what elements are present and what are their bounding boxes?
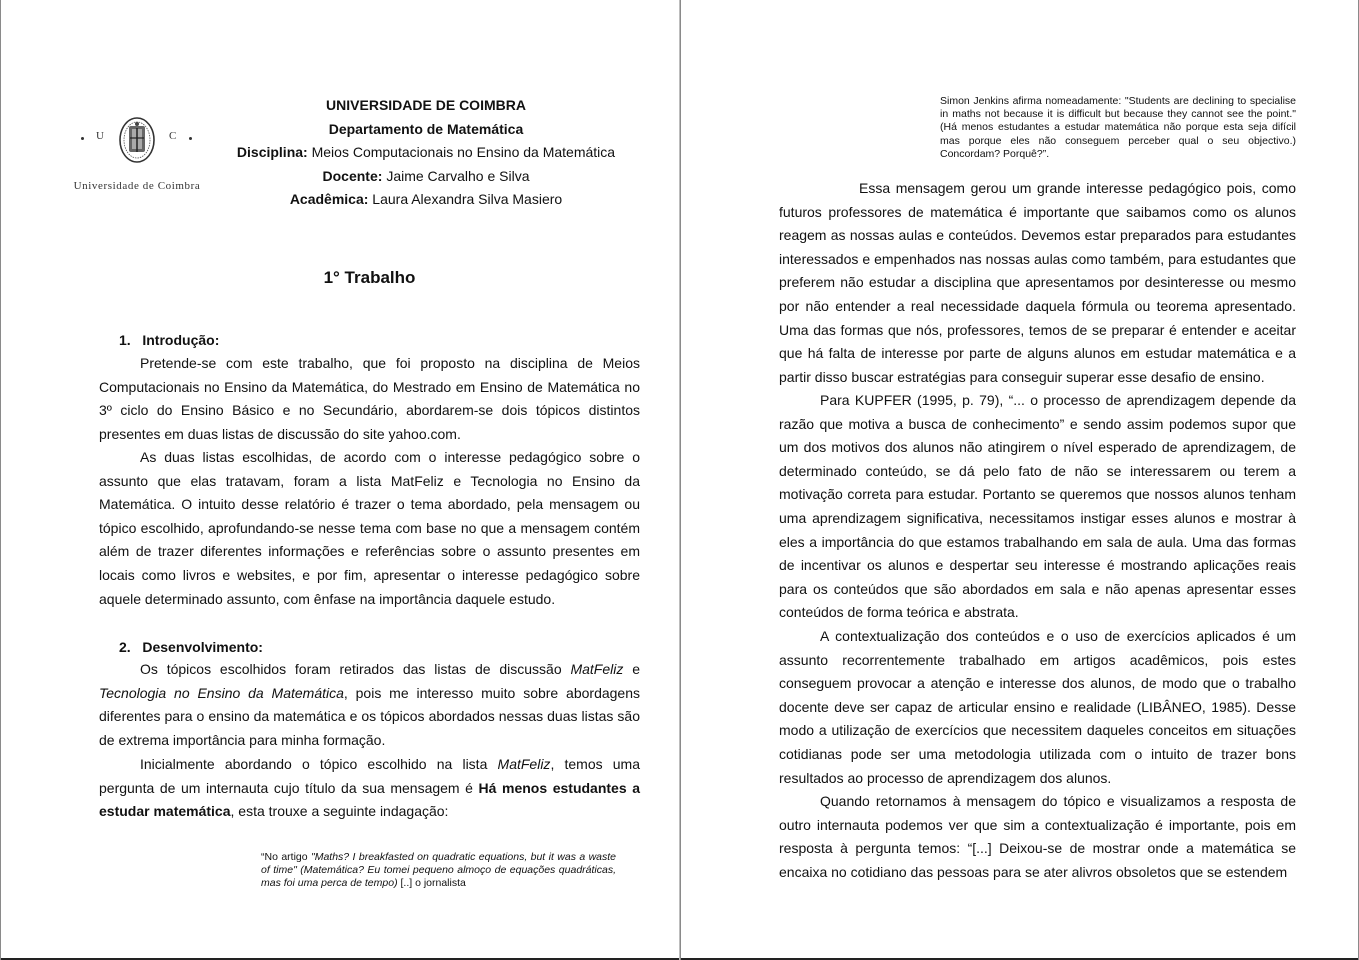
document-page-left — [0, 0, 679, 960]
text-run: “No artigo — [261, 851, 311, 863]
block-quote: Simon Jenkins afirma nomeadamente: "Students are declining to specialise in maths not because it is difficult but because they cannot see the point." (Há menos estudantes a estudar matemática não porque esta seja difícil mas porque eles não conseguem perceber qual o seu objectivo.) Concordam? Porquê?”. — [940, 95, 1296, 160]
article-title-italic: "Maths? I breakfasted on quadratic equations, but it was a waste of time" (Matemática? Eu tomei pequeno almoço de equações quadráticas, mas foi uma perca de tempo) — [261, 851, 616, 890]
paragraph: Para KUPFER (1995, p. 79), “... o processo de aprendizagem depende da razão que motiva a busca de conhecimento” e sendo assim podemos supor que um dos motivos dos alunos não atingirem o nível esperado de aprendizagem, de determinado conteúdo, se dá pelo fato de não se interessarem ou terem a motivação correta para estudar. Portanto se queremos que nossos alunos tenham uma aprendizagem significativa, necessitamos instigar esses alunos e mostrar à eles a importância do que estamos trabalhando em sala de aula. Uma das formas de incentivar os alunos e despertar seu interesse é mostrando aplicações reais para os conteúdos que são abordados em sala e não apenas apresentar esses conteúdos de forma teórica e abstrata. — [779, 392, 1296, 621]
text-run: [..] o jornalista — [397, 877, 466, 890]
text-run: , temos uma pergunta de um internauta cujo título da sua mensagem é — [99, 756, 640, 796]
student-value: Laura Alexandra Silva Masiero — [372, 191, 563, 207]
text-run: e — [623, 661, 640, 677]
discipline-label: Disciplina: — [236, 144, 308, 160]
text-run: Os tópicos escolhidos foram retirados das listas de discussão — [140, 661, 571, 677]
logo-letter-left: U — [96, 130, 104, 142]
block-quote — [261, 851, 616, 891]
document-page-right — [680, 0, 1359, 960]
list-name-italic: MatFeliz — [497, 756, 551, 772]
section-title: Desenvolvimento: — [142, 639, 263, 655]
paragraph: Quando retornamos à mensagem do tópico e visualizamos a resposta de outro internauta podemos ver que sim a contextualização é importante, pois em resposta à pergunta temos: “[...] Deixou-se de mostrar onde a matemática se encaixa no cotidiano das pessoas para se ater alivros obsoletos que se estendem — [779, 793, 1296, 880]
logo-letter-right: C — [169, 130, 177, 142]
logo-dot — [189, 137, 192, 140]
section-title: Introdução: — [142, 332, 220, 348]
work-title: 1° Trabalho — [323, 268, 416, 287]
paragraph: Pretende-se com este trabalho, que foi proposto na disciplina de Meios Computacionais no Ensino da Matemática, do Mestrado em Ensino de Matemática no 3º ciclo do Ensino Básico e no Secundário, abordarem-se dois tópicos distintos presentes em duas listas de discussão do site yahoo.com. — [99, 355, 640, 442]
text-run: Inicialmente abordando o tópico escolhido na lista — [140, 756, 498, 772]
university-seal-icon — [117, 116, 157, 164]
university-logo — [61, 110, 213, 198]
teacher-label: Docente: — [322, 167, 383, 184]
list-name-italic: Tecnologia no Ensino da Matemática — [99, 684, 344, 701]
paragraph — [99, 658, 640, 752]
department-name: Departamento de Matemática — [328, 120, 524, 137]
message-title-bold: Há menos estudantes a estudar matemática — [99, 779, 640, 820]
document-header — [231, 94, 621, 212]
logo-dot — [81, 137, 84, 140]
text-run: , esta trouxe a seguinte indagação: — [230, 803, 449, 820]
section-heading-introduction — [119, 332, 219, 348]
student-label: Acadêmica: — [289, 191, 369, 207]
section-number: 2. — [119, 639, 131, 655]
paragraph — [99, 753, 640, 824]
discipline-value: Meios Computacionais no Ensino da Matemática — [311, 144, 616, 160]
university-name: UNIVERSIDADE DE COIMBRA — [326, 97, 526, 113]
list-name-italic: MatFeliz — [570, 661, 624, 677]
paragraph: A contextualização dos conteúdos e o uso de exercícios aplicados é um assunto recorrentemente trabalhado em artigos acadêmicos, pois estes conseguem provocar a atenção e interesse dos alunos, de modo que o trabalho docente deve ser capaz de articular ensino e realidade (LIBÂNEO, 1985). Desse modo a utilização de exercícios que necessitem daqueles conceitos em situações cotidianas pode ser uma metodologia utilizada com o intuito de trazer bons resultados ao processo de aprendizagem dos alunos. — [779, 628, 1296, 786]
paragraph: Essa mensagem gerou um grande interesse pedagógico pois, como futuros professores de matemática é importante que saibamos como os alunos reagem as nossas aulas e conteúdos. Devemos estar preparados para estudantes interessados e empenhados nas nossas aulas como também, para estudantes que preferem não estudar a disciplina que apresentamos por desinteresse ou mesmo por não entender a real necessidade daquela fórmula ou teorema apresentado. Uma das formas que nós, professores, temos de se preparar é entender e aceitar que há falta de interesse por parte de alguns alunos em estudar matemática e a partir disso buscar estratégias para conseguir superar esse desafio de ensino. — [779, 180, 1296, 385]
section-number: 1. — [119, 332, 131, 348]
section-heading-development — [119, 639, 263, 655]
teacher-value: Jaime Carvalho e Silva — [386, 167, 530, 184]
logo-university-name: Universidade de Coimbra — [73, 180, 201, 192]
text-run: , pois me interesso muito sobre abordagens diferentes para o ensino da matemática e os tópicos abordados nessas duas listas são de extrema importância para minha formação. — [99, 684, 641, 748]
paragraph: As duas listas escolhidas, de acordo com o interesse pedagógico sobre o assunto que elas tratavam, foram a lista MatFeliz e Tecnologia no Ensino da Matemática. O intuito desse relatório é trazer o tema abordado, pela mensagem ou tópico escolhido, aprofundando-se nesse tema com base no que a mensagem contém além de trazer diferentes informações e referências sobre o assunto presentes em locais como livros e websites, e por fim, apresentar o interesse pedagógico sobre aquele determinado assunto, com ênfase na importância daquele estudo. — [99, 449, 640, 607]
